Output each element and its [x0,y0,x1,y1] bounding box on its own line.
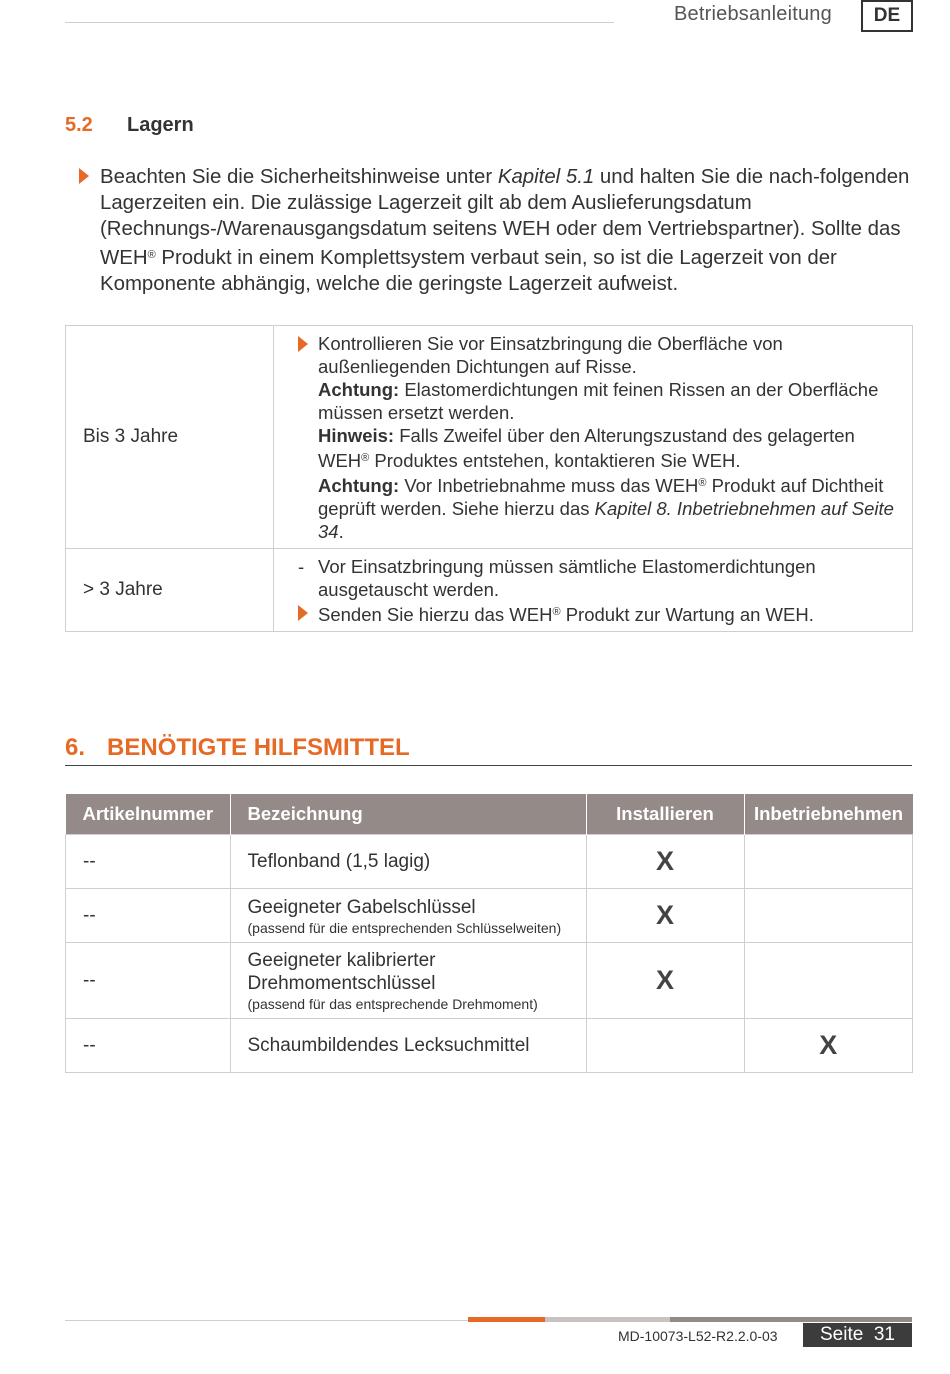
footer-accent-bar [468,1317,545,1322]
chapter-reference: Kapitel 8. Inbetriebnehmen auf Seite 34 [318,498,894,542]
table-row [66,835,913,889]
commission-mark [744,835,913,889]
table-header-row [66,794,913,835]
install-mark: X [586,889,744,943]
bullet-arrow-icon [298,336,308,352]
storage-row-long [66,549,913,632]
header-rule [65,22,614,23]
chapter-reference: Kapitel 5.1 [497,166,595,188]
tools-table [65,794,913,1073]
name-note: (passend für das entsprechende Drehmoment) [247,996,538,1012]
bullet-arrow-icon [298,605,308,621]
section-rule [65,765,912,766]
table-row [66,889,913,943]
commission-mark [744,943,913,1019]
storage-period: > 3 Jahre [66,549,274,632]
column-header: Installieren [586,794,744,835]
storage-instructions: - Vor Einsatzbringung müssen sämtliche Elastomerdichtungen ausgetauscht werden. Senden Sie hierzu das WEH® Produkt zur Wartung an WEH. [274,549,913,632]
footer-accent-bar [545,1317,670,1322]
header-title: Betriebsanleitung [674,3,832,25]
document-id: MD-10073-L52-R2.2.0-03 [618,1328,778,1344]
article-cell: -- [66,835,231,889]
page-number: Seite 31 [803,1323,912,1347]
name-cell: Geeigneter Gabelschlüssel (passend für die entsprechenden Schlüsselweiten) [230,889,586,943]
storage-instructions: Kontrollieren Sie vor Einsatzbringung die Oberfläche von außenliegenden Dichtungen auf Risse. Achtung: Elastomerdichtungen mit feinen Rissen an der Oberfläche müssen ersetzt werden. Hinweis: Falls Zweifel über den Alterungszustand des gelagerten WEH® Produktes entstehen, kontaktieren Sie WEH. Achtung: Vor Inbetriebnahme muss das WEH® Produkt auf Dichtheit geprüft werden. Siehe hierzu das Kapitel 8. Inbetriebnehmen auf Seite 34. [274,326,913,549]
article-cell: -- [66,943,231,1019]
column-header: Bezeichnung [230,794,586,835]
table-row [66,1019,913,1073]
bullet-arrow-icon [79,168,89,184]
dash-marker: - [298,556,305,577]
install-mark [586,1019,744,1073]
table-row [66,943,913,1019]
commission-mark [744,889,913,943]
storage-table [65,325,913,632]
storage-period: Bis 3 Jahre [66,326,274,549]
install-mark: X [586,943,744,1019]
commission-mark: X [744,1019,913,1073]
section-title: Lagern [127,114,194,136]
intro-paragraph: Beachten Sie die Sicherheitshinweise unter Kapitel 5.1 und halten Sie die nach-folgenden Lagerzeiten ein. Die zulässige Lagerzeit gilt ab dem Auslieferungsdatum (Rechnungs-/Warenausgangsdatum seitens WEH oder dem Vertriebspartner). Sollte das WEH® Produkt in einem Komplettsystem verbaut sein, so ist die Lagerzeit von der Komponente abhängig, welche die geringste Lagerzeit aufweist. [100,166,910,295]
name-note: (passend für die entsprechenden Schlüsselweiten) [247,919,562,936]
section-number: 5.2 [65,114,93,136]
install-mark: X [586,835,744,889]
article-cell: -- [66,1019,231,1073]
footer-accent-bar [670,1317,912,1322]
storage-row-short [66,326,913,549]
article-cell: -- [66,889,231,943]
name-cell: Teflonband (1,5 lagig) [230,835,586,889]
name-cell: Geeigneter kalibrierter Drehmomentschlüssel (passend für das entsprechende Drehmoment) [230,943,586,1019]
language-badge: DE [861,0,913,32]
column-header: Artikelnummer [66,794,231,835]
section-heading: 6. BENÖTIGTE HILFSMITTEL [65,734,410,761]
column-header: Inbetriebnehmen [744,794,913,835]
name-cell: Schaumbildendes Lecksuchmittel [230,1019,586,1073]
